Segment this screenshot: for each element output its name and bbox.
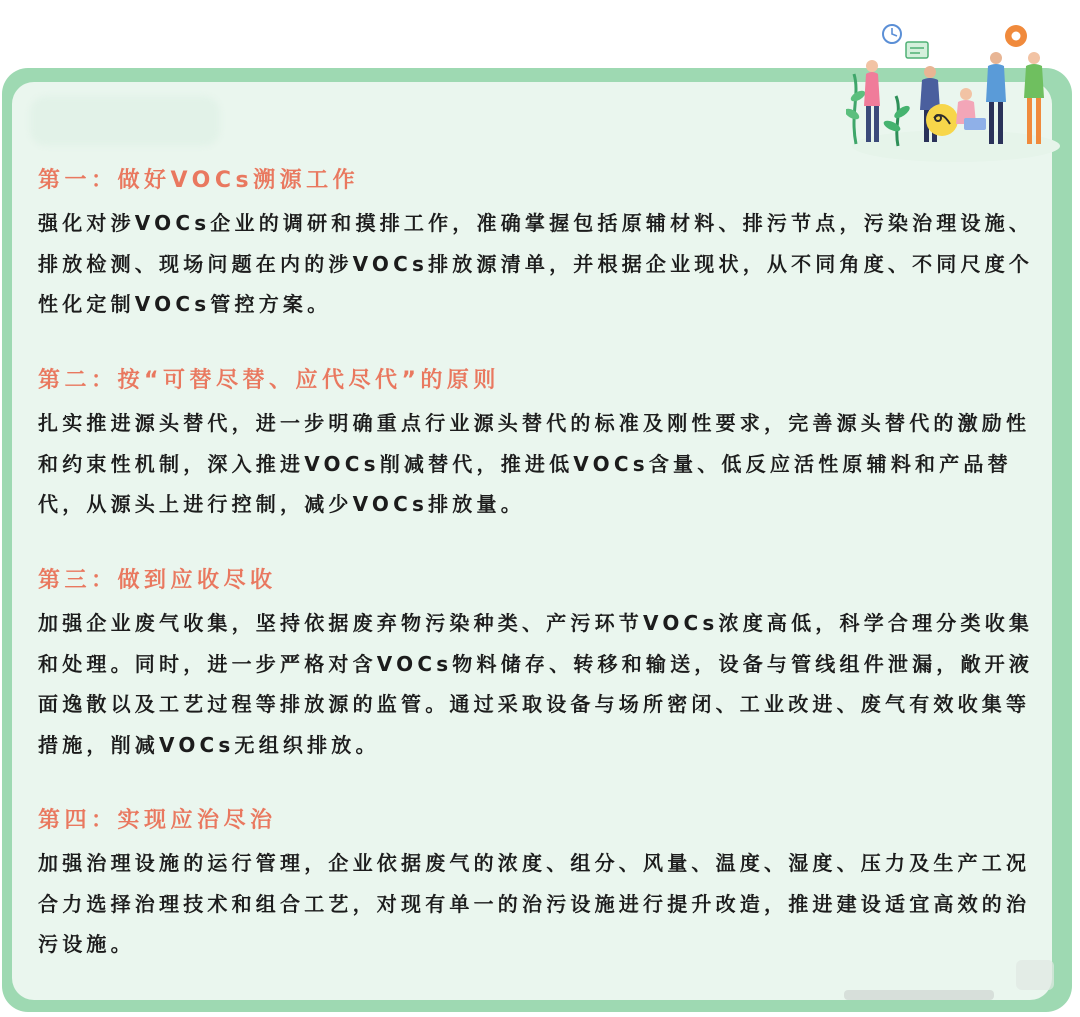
watermark-avatar-icon [836, 956, 1062, 1006]
section-3 [38, 566, 1042, 765]
team-illustration [846, 14, 1062, 162]
content-panel [12, 82, 1052, 1000]
section-4 [38, 806, 1042, 965]
section-4-body: 加强治理设施的运行管理，企业依据废气的浓度、组分、风量、温度、湿度、压力及生产工况合力选择治理技术和组合工艺，对现有单一的治污设施进行提升改造，推进建设适宜高效的治污设施。 [38, 851, 1031, 956]
section-1-body: 强化对涉VOCs企业的调研和摸排工作，准确掌握包括原辅材料、排污节点，污染治理设施、排放检测、现场问题在内的涉VOCs排放源清单，并根据企业现状，从不同角度、不同尺度个性化定制VOCs管控方案。 [38, 211, 1034, 316]
section-2-body: 扎实推进源头替代，进一步明确重点行业源头替代的标准及刚性要求，完善源头替代的激励性和约束性机制，深入推进VOCs削减替代，推进低VOCs含量、低反应活性原辅料和产品替代，从源头上进行控制，减少VOCs排放量。 [38, 411, 1031, 516]
panel-shade [30, 96, 220, 146]
section-4-heading: 第四：实现应治尽治 [38, 808, 277, 833]
section-3-body: 加强企业废气收集，坚持依据废弃物污染种类、产污环节VOCs浓度高低，科学合理分类收集和处理。同时，进一步严格对含VOCs物料储存、转移和输送，设备与管线组件泄漏，敞开液面逸散以及工艺过程等排放源的监管。通过采取设备与场所密闭、工业改进、废气有效收集等措施，削减VOCs无组织排放。 [38, 611, 1034, 757]
section-3-heading: 第三：做到应收尽收 [38, 568, 277, 593]
section-1 [38, 166, 1042, 325]
section-2-heading: 第二：按“可替尽替、应代尽代”的原则 [38, 368, 500, 393]
section-1-heading: 第一：做好VOCs溯源工作 [38, 168, 360, 193]
section-2 [38, 366, 1042, 525]
